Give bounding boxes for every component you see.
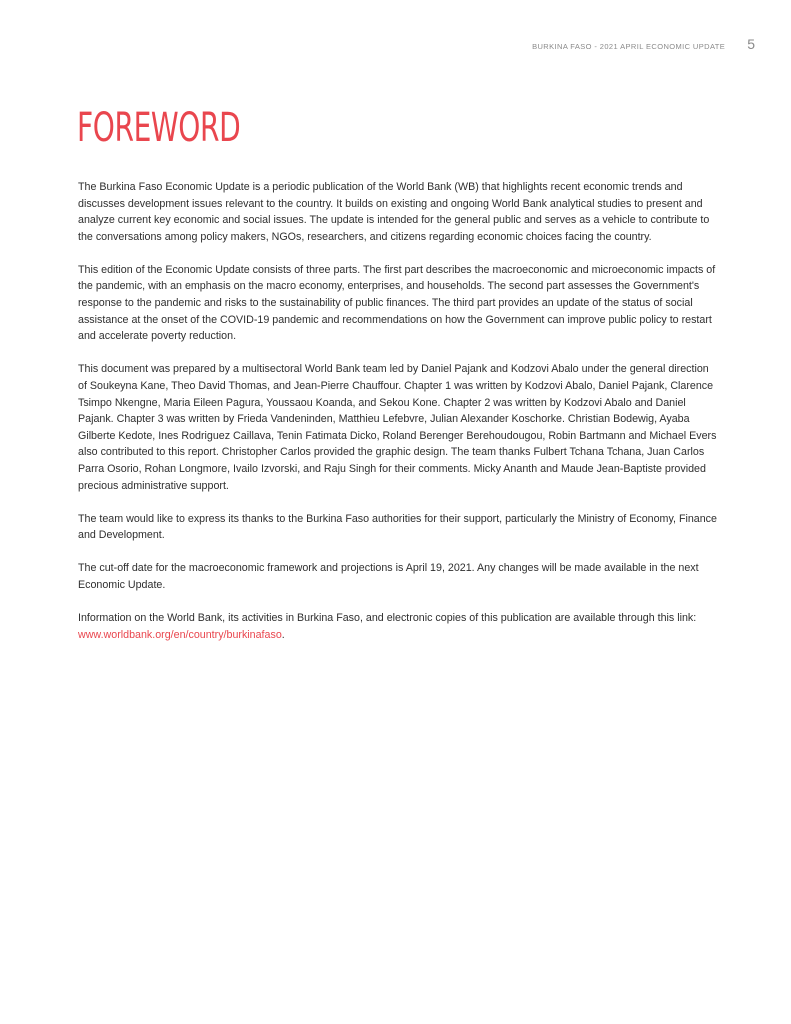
paragraph-intro: The Burkina Faso Economic Update is a periodic publication of the World Bank (WB) that highlights recent economic trends and discusses development issues relevant to the country. It builds on existing and ongoing World Bank analytical studies to present and analyze current key economic and social issues. The update is intended for the general public and serves as a vehicle to contribute to the conversations among policy makers, NGOs, researchers, and citizens regarding economic choices facing the country. [78,181,710,243]
information-text: Information on the World Bank, its activities in Burkina Faso, and electronic copies of this publication are available through this link: [78,611,697,624]
page-number: 5 [747,36,755,52]
paragraph-cutoff: The cut-off date for the macroeconomic framework and projections is April 19, 2021. Any changes will be made available in the next Economic Update. [78,562,699,591]
foreword-body [78,179,718,660]
paragraph-information [78,610,718,643]
paragraph-team: This document was prepared by a multisectoral World Bank team led by Daniel Pajank and Kodzovi Abalo under the general direction of Soukeyna Kane, Theo David Thomas, and Jean-Pierre Chauffour. Chapter 1 was written by Kodzovi Abalo, Daniel Pajank, Clarence Tsimpo Nkengne, Maria Eileen Pagura, Youssaou Koanda, and Sekou Kone. Chapter 2 was written by Kodzovi Abalo and Daniel Pajank. Chapter 3 was written by Frieda Vandeninden, Matthieu Lefebvre, Julian Alexander Koschorke. Christian Bodewig, Ayaba Gilberte Kedote, Ines Rodriguez Caillava, Tenin Fatimata Dicko, Roland Berenger Berehoudougou, Robin Bartmann and Michael Evers also contributed to this report. Christopher Carlos provided the graphic design. The team thanks Fulbert Tchana Tchana, Juan Carlos Parra Osorio, Rohan Longmore, Ivailo Izvorski, and Raju Singh for their comments. Micky Ananth and Maude Jean-Baptiste provided precious administrative support. [78,363,717,492]
publication-title: BURKINA FASO - 2021 APRIL ECONOMIC UPDATE [532,42,726,51]
paragraph-edition: This edition of the Economic Update consists of three parts. The first part describes the macroeconomic and microeconomic impacts of the pandemic, with an emphasis on the macro economy, enterprises, and households. The second part assesses the Government's response to the pandemic and risks to the sustainability of public finances. The third part provides an update of the status of social assistance at the onset of the COVID-19 pandemic and recommendations on how the Government can improve public policy to restart and accelerate poverty reduction. [78,263,716,343]
page-title: FOREWORD [77,105,241,151]
paragraph-thanks: The team would like to express its thanks to the Burkina Faso authorities for their support, particularly the Ministry of Economy, Finance and Development. [78,512,717,542]
page-header [532,36,755,52]
information-suffix: . [281,628,285,641]
worldbank-link[interactable]: www.worldbank.org/en/country/burkinafaso [78,628,282,641]
